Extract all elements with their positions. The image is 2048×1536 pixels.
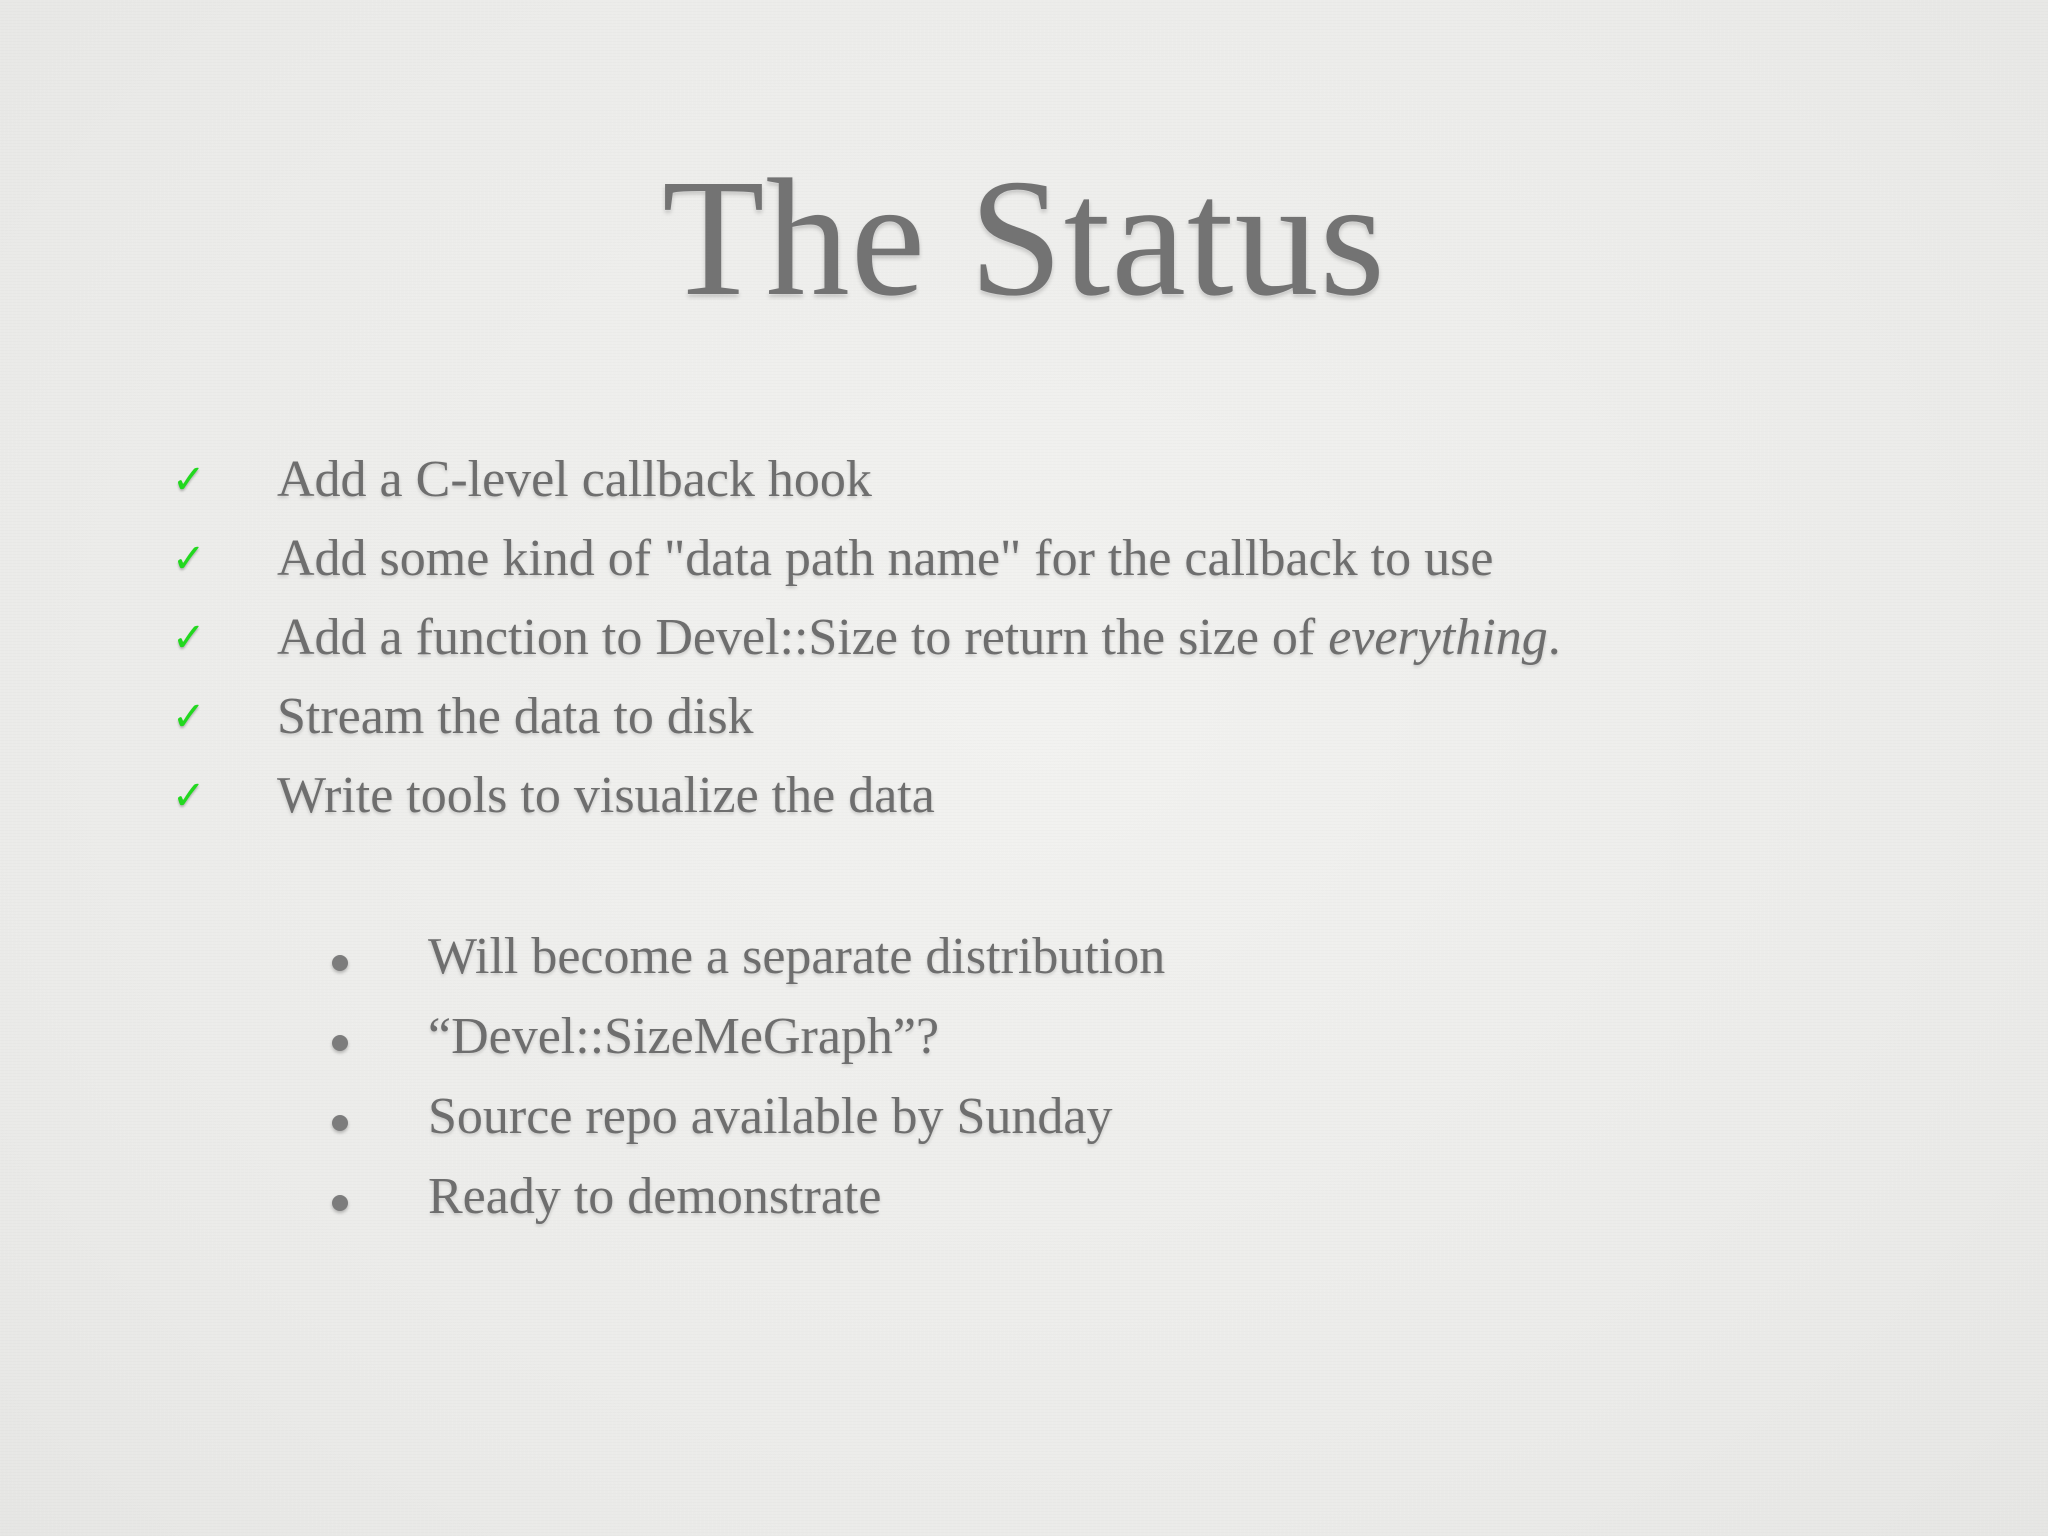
checklist-item-text: Stream the data to disk xyxy=(277,688,754,745)
checklist-item xyxy=(170,677,1561,756)
sub-bullet-text: Will become a separate distribution xyxy=(428,927,1166,985)
sub-bullet-text: “Devel::SizeMeGraph”? xyxy=(428,1007,940,1065)
check-mark-icon: ✓ xyxy=(172,614,206,661)
checklist xyxy=(170,440,1561,835)
sub-bullet-item xyxy=(328,1156,1165,1236)
checklist-item xyxy=(170,519,1561,598)
checklist-item xyxy=(170,756,1561,835)
emphasis-text: everything xyxy=(1328,609,1548,666)
checklist-item-text-start: Add a function to Devel::Size to return the size of xyxy=(277,609,1329,666)
checklist-item-text: Add a C-level callback hook xyxy=(277,451,872,508)
checklist-item-text: Write tools to visualize the data xyxy=(277,767,935,824)
checklist-item xyxy=(170,598,1561,677)
checklist-item-text xyxy=(277,608,1561,667)
checklist-item xyxy=(170,440,1561,519)
check-mark-icon: ✓ xyxy=(172,535,206,582)
check-mark-icon: ✓ xyxy=(172,456,206,503)
bullet-dot-icon xyxy=(328,1091,428,1142)
sub-bullet-item xyxy=(328,1076,1165,1156)
checklist-item-text-end: . xyxy=(1547,609,1561,666)
checklist-item-text: Add some kind of "data path name" for the callback to use xyxy=(277,530,1494,587)
sub-bullet-text: Source repo available by Sunday xyxy=(428,1087,1113,1145)
bullet-dot-icon xyxy=(328,1011,428,1062)
slide-title: The Status xyxy=(662,145,1386,331)
check-mark-icon: ✓ xyxy=(172,693,206,740)
bullet-dot-icon xyxy=(328,931,428,982)
sub-bullet-item xyxy=(328,996,1165,1076)
sub-bullet-item xyxy=(328,916,1165,996)
check-mark-icon: ✓ xyxy=(172,772,206,819)
sub-bullet-list xyxy=(328,916,1165,1236)
bullet-dot-icon xyxy=(328,1171,428,1222)
sub-bullet-text: Ready to demonstrate xyxy=(428,1167,882,1225)
